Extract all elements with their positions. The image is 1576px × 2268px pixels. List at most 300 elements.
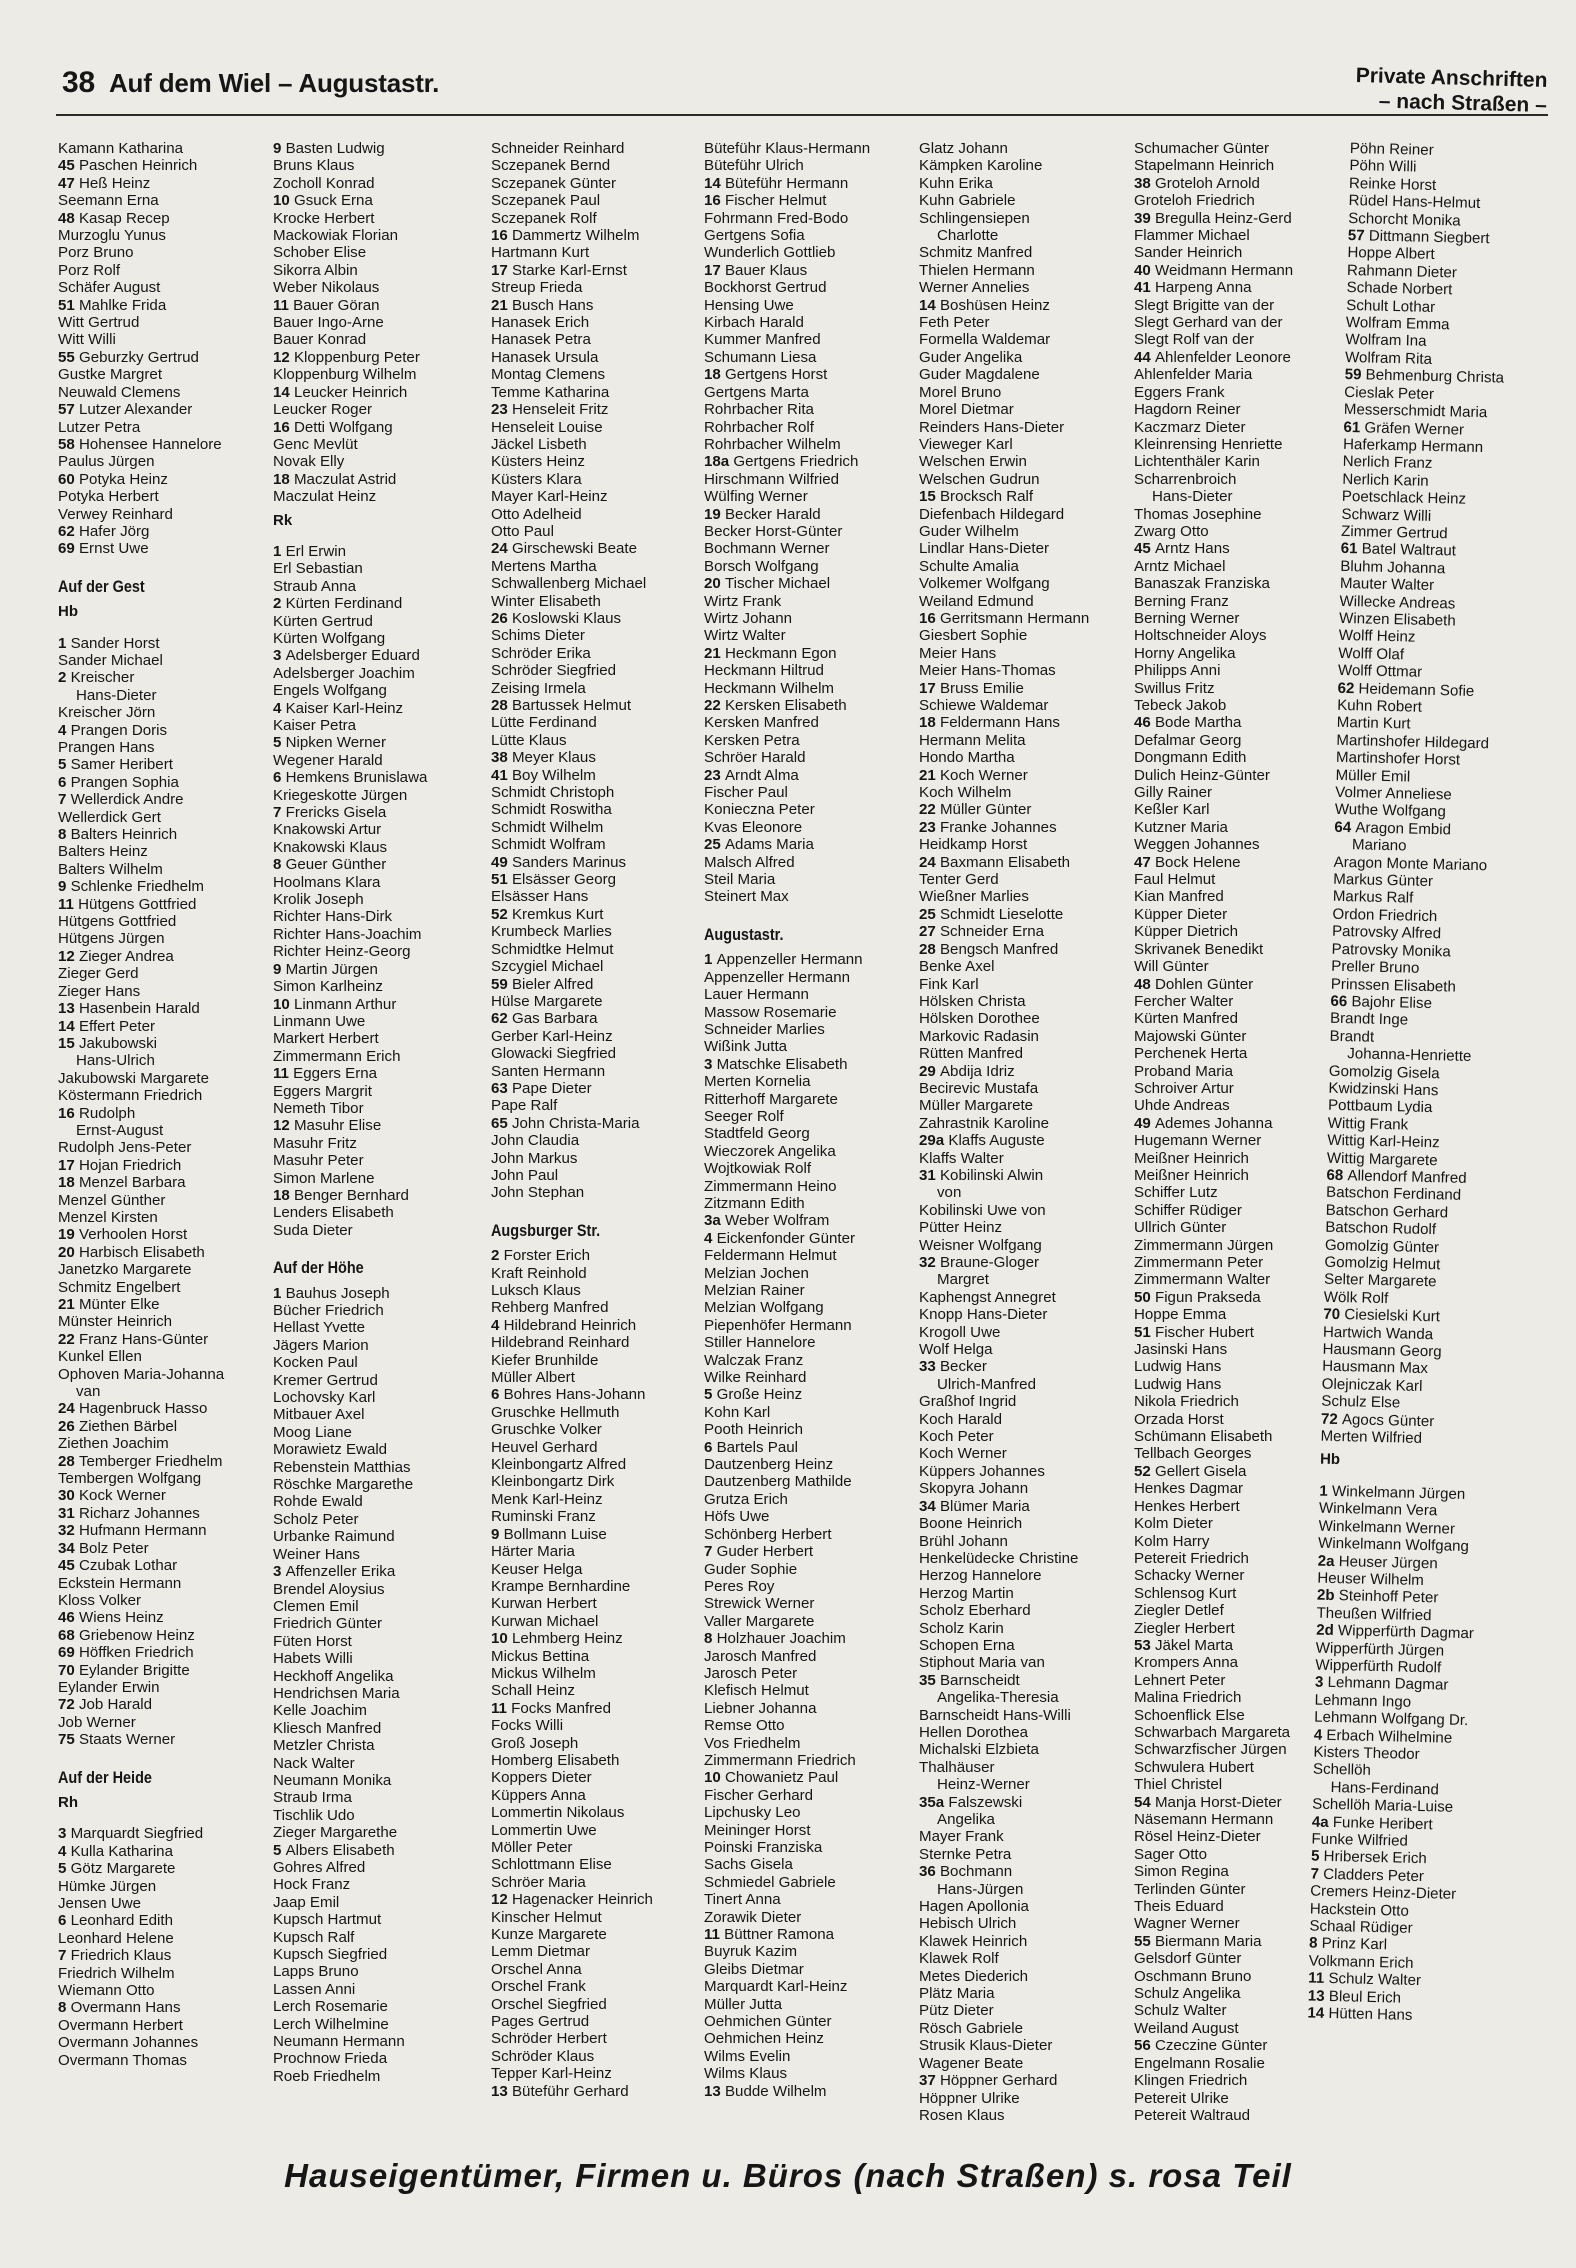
resident-entry: Streup Frieda	[491, 279, 583, 297]
street-heading: Auf der Höhe	[273, 1258, 364, 1278]
resident-entry: Barnscheidt Hans-Willi	[919, 1706, 1071, 1724]
house-number: 17	[491, 261, 512, 279]
house-number: 28	[491, 697, 512, 714]
resident-entry: Maczulat Heinz	[273, 488, 377, 506]
resident-entry: Kobilinski Uwe von	[919, 1201, 1046, 1219]
resident-entry: Zieger Hans	[58, 982, 141, 1000]
resident-entry: Steil Maria	[704, 871, 776, 889]
resident-entry: 2b Steinhoff Peter	[1316, 1586, 1439, 1607]
house-number: 38	[491, 749, 512, 767]
resident-entry: Wolfram Ina	[1345, 331, 1427, 351]
house-number: 14	[919, 296, 940, 314]
resident-entry: Füten Horst	[273, 1632, 352, 1650]
resident-entry: Faul Helmut	[1134, 871, 1216, 889]
resident-entry: 52 Gellert Gisela	[1134, 1462, 1247, 1480]
resident-entry: 18 Benger Bernhard	[273, 1186, 409, 1204]
resident-entry: Wagner Werner	[1134, 1915, 1240, 1933]
resident-entry: Steinert Max	[704, 888, 789, 906]
resident-entry: Messerschmidt Maria	[1343, 401, 1488, 422]
house-number: 1	[704, 951, 717, 969]
resident-entry: Mitbauer Axel	[273, 1406, 365, 1424]
resident-entry: Koch Wilhelm	[919, 784, 1012, 802]
resident-entry: Knakowski Artur	[273, 821, 382, 839]
resident-entry: Zimmermann Erich	[273, 1047, 401, 1065]
resident-entry: Gustke Margret	[58, 366, 163, 384]
resident-entry: Overmann Johannes	[58, 2034, 199, 2052]
resident-entry: Hümke Jürgen	[58, 1877, 157, 1895]
resident-entry: 60 Potyka Heinz	[58, 470, 168, 488]
resident-entry: Rohrbacher Wilhelm	[704, 435, 841, 453]
house-number: 6	[273, 769, 286, 787]
resident-entry: 11 Focks Manfred	[491, 1699, 611, 1717]
house-number: 4a	[1311, 1813, 1334, 1831]
resident-entry: Zieger Margarethe	[273, 1824, 398, 1842]
resident-entry: Kuhn Robert	[1336, 696, 1423, 716]
resident-entry: Jaap Emil	[273, 1893, 340, 1911]
house-number: 5	[1310, 1847, 1324, 1866]
resident-entry: Kurwan Michael	[491, 1612, 599, 1630]
resident-entry: Pottbaum Lydia	[1327, 1097, 1433, 1117]
resident-entry: 46 Bode Martha	[1134, 714, 1242, 732]
resident-entry: Temme Katharina	[491, 383, 610, 401]
resident-entry: Schwallenberg Michael	[491, 575, 647, 593]
resident-entry: Kohn Karl	[704, 1403, 771, 1421]
resident-entry: Kuhn Gabriele	[919, 192, 1016, 210]
resident-entry: Angelika-Theresia	[937, 1689, 1059, 1707]
resident-entry: 5 Nipken Werner	[273, 734, 386, 752]
resident-entry: 47 Bock Helene	[1134, 853, 1241, 871]
house-number: 21	[58, 1296, 79, 1313]
resident-entry: Wipperfürth Rudolf	[1315, 1656, 1442, 1677]
resident-entry: Wirtz Walter	[704, 627, 786, 645]
resident-entry: Lenders Elisabeth	[273, 1204, 394, 1222]
resident-entry: Reinke Horst	[1348, 174, 1437, 194]
resident-entry: Zimmermann Friedrich	[704, 1751, 856, 1769]
resident-entry: Perchenek Herta	[1134, 1045, 1248, 1063]
resident-entry: 61 Batel Waltraut	[1340, 540, 1457, 560]
resident-entry: Piepenhöfer Hermann	[704, 1316, 852, 1334]
resident-entry: 4 Kulla Katharina	[58, 1842, 173, 1860]
house-number: 70	[1323, 1305, 1345, 1324]
resident-entry: Urbanke Raimund	[273, 1528, 395, 1546]
resident-entry: 49 Ademes Johanna	[1134, 1114, 1273, 1132]
resident-entry: Schims Dieter	[491, 627, 585, 645]
resident-entry: Olejniczak Karl	[1321, 1375, 1423, 1395]
house-number: 17	[919, 679, 940, 697]
resident-entry: 21 Busch Hans	[491, 296, 594, 314]
resident-entry: 6 Bohres Hans-Johann	[491, 1386, 646, 1404]
resident-entry: Leonhard Helene	[58, 1929, 174, 1947]
resident-entry: Gomolzig Günter	[1324, 1236, 1440, 1256]
resident-entry: 8 Overmann Hans	[58, 1999, 181, 2017]
resident-entry: Lehmann Ingo	[1314, 1691, 1412, 1711]
resident-entry: Moog Liane	[273, 1423, 352, 1441]
resident-entry: 47 Heß Heinz	[58, 174, 151, 192]
house-number: 7	[704, 1543, 717, 1561]
house-number: 22	[919, 801, 940, 819]
house-number: 24	[58, 1400, 79, 1418]
resident-entry: 39 Bregulla Heinz-Gerd	[1134, 209, 1292, 227]
resident-entry: Küsters Klara	[491, 470, 582, 488]
resident-entry: 13 Hasenbein Harald	[58, 1000, 200, 1018]
resident-entry: Philipps Anni	[1134, 662, 1221, 680]
resident-entry: 36 Bochmann	[919, 1863, 1013, 1881]
house-number: 63	[491, 1079, 512, 1097]
resident-entry: 41 Boy Wilhelm	[491, 766, 596, 784]
resident-entry: Menzel Günther	[58, 1191, 166, 1209]
resident-entry: Kunze Margarete	[491, 1926, 607, 1944]
resident-entry: Kriegeskotte Jürgen	[273, 786, 408, 804]
resident-entry: Heckmann Wilhelm	[704, 679, 835, 697]
resident-entry: 14 Effert Peter	[58, 1017, 156, 1035]
page-header	[62, 66, 439, 100]
resident-entry: Horny Angelika	[1134, 644, 1236, 662]
resident-entry: 15 Brocksch Ralf	[919, 488, 1034, 506]
resident-entry: Poetschlack Heinz	[1341, 488, 1467, 508]
house-number: 26	[491, 609, 512, 627]
resident-entry: 6 Bartels Paul	[704, 1438, 798, 1456]
resident-entry: 68 Allendorf Manfred	[1326, 1166, 1467, 1187]
resident-entry: Eylander Erwin	[58, 1678, 160, 1696]
resident-entry: Richter Hans-Joachim	[273, 925, 422, 943]
house-number: 64	[1334, 818, 1356, 837]
resident-entry: 52 Kremkus Kurt	[491, 905, 604, 923]
house-number: 65	[491, 1114, 512, 1132]
resident-entry: 55 Biermann Maria	[1134, 1932, 1262, 1950]
resident-entry: Hans-Ulrich	[76, 1052, 155, 1070]
resident-entry: Höppner Ulrike	[919, 2089, 1020, 2107]
resident-entry: Proband Maria	[1134, 1062, 1234, 1080]
house-number: 22	[58, 1330, 79, 1348]
resident-entry: 20 Harbisch Elisabeth	[58, 1243, 205, 1261]
directory-column-5	[919, 140, 1134, 2140]
resident-entry: Hildebrand Reinhard	[491, 1334, 630, 1352]
resident-entry: 9 Schlenke Friedhelm	[58, 878, 204, 896]
house-number: 48	[1134, 975, 1155, 993]
resident-entry: Hugemann Werner	[1134, 1132, 1262, 1150]
resident-entry: Jarosch Manfred	[704, 1647, 817, 1665]
house-number: 34	[58, 1539, 79, 1557]
resident-entry: 4 Erbach Wilhelmine	[1313, 1726, 1453, 1747]
house-number: 23	[919, 818, 940, 836]
house-number: 33	[919, 1358, 940, 1376]
section-subtitle: – nach Straßen –	[1378, 89, 1548, 117]
house-number: 1	[273, 542, 286, 560]
house-number: 55	[58, 348, 79, 366]
house-number: 23	[704, 766, 725, 784]
house-number: 5	[273, 1841, 286, 1859]
resident-entry: Batschon Rudolf	[1325, 1218, 1437, 1239]
resident-entry: 6 Prangen Sophia	[58, 773, 179, 791]
resident-entry: Fink Karl	[919, 975, 979, 993]
resident-entry: Meier Hans	[919, 644, 997, 662]
resident-entry: Glowacki Siegfried	[491, 1045, 616, 1063]
resident-entry: 34 Blümer Maria	[919, 1497, 1030, 1515]
resident-entry: Hanasek Petra	[491, 331, 591, 349]
resident-entry: Hartmann Kurt	[491, 244, 590, 262]
resident-entry: Kvas Eleonore	[704, 818, 803, 836]
house-number: 3a	[704, 1212, 725, 1230]
resident-entry: 4 Hildebrand Heinrich	[491, 1316, 637, 1334]
resident-entry: Sander Michael	[58, 651, 163, 669]
resident-entry: Bruns Klaus	[273, 157, 355, 175]
resident-entry: Brühl Johann	[919, 1532, 1008, 1550]
resident-entry: Guder Wilhelm	[919, 522, 1019, 540]
resident-entry: Zimmermann Heino	[704, 1177, 837, 1195]
resident-entry: Gomolzig Helmut	[1324, 1253, 1441, 1274]
house-number: 7	[273, 804, 286, 822]
resident-entry: Adelsberger Joachim	[273, 664, 415, 682]
resident-entry: Bauer Ingo-Arne	[273, 314, 384, 332]
resident-entry: Vieweger Karl	[919, 435, 1013, 453]
resident-entry: 2 Kürten Ferdinand	[273, 595, 403, 613]
house-number: 2d	[1315, 1621, 1339, 1640]
resident-entry: Nerlich Franz	[1342, 453, 1433, 473]
house-number: 7	[1310, 1865, 1324, 1883]
house-number: 4	[273, 699, 286, 717]
resident-entry: 16 Fischer Helmut	[704, 192, 827, 210]
resident-entry: 48 Dohlen Günter	[1134, 975, 1254, 993]
resident-entry: Hellen Dorothea	[919, 1723, 1029, 1741]
resident-entry: 24 Girschewski Beate	[491, 540, 637, 558]
resident-entry: Eggers Margrit	[273, 1082, 372, 1100]
resident-entry: Kürten Manfred	[1134, 1010, 1239, 1028]
resident-entry: Slegt Brigitte van der	[1134, 296, 1275, 314]
resident-entry: Haferkamp Hermann	[1342, 435, 1484, 457]
resident-entry: Kloss Volker	[58, 1591, 142, 1609]
house-number: 47	[1134, 853, 1155, 871]
resident-entry: 28 Bartussek Helmut	[491, 697, 632, 714]
house-number: 58	[58, 435, 79, 453]
resident-entry: Kürten Wolfgang	[273, 629, 386, 647]
resident-entry: John Stephan	[491, 1184, 585, 1202]
resident-entry: Nerlich Karin	[1342, 470, 1429, 490]
resident-entry: Will Günter	[1134, 958, 1209, 976]
resident-entry: 11 Bauer Göran	[273, 296, 380, 314]
district-code: Rk	[273, 511, 293, 529]
resident-entry: Henkes Dagmar	[1134, 1480, 1244, 1498]
resident-entry: Witt Willi	[58, 331, 116, 349]
house-number: 60	[58, 470, 79, 488]
resident-entry: Schmitz Manfred	[919, 244, 1033, 262]
resident-entry: 9 Basten Ludwig	[273, 140, 385, 157]
resident-entry: 23 Franke Johannes	[919, 818, 1057, 836]
resident-entry: 45 Czubak Lothar	[58, 1557, 178, 1575]
resident-entry: Heuser Wilhelm	[1317, 1569, 1425, 1589]
resident-entry: Sander Heinrich	[1134, 244, 1243, 262]
resident-entry: Ordon Friedrich	[1332, 905, 1438, 926]
resident-entry: Malina Friedrich	[1134, 1689, 1242, 1707]
resident-entry: 44 Ahlenfelder Leonore	[1134, 348, 1291, 366]
resident-entry: Schult Lothar	[1346, 296, 1436, 316]
house-number: 7	[58, 791, 71, 809]
resident-entry: Masuhr Peter	[273, 1152, 364, 1170]
resident-entry: Menk Karl-Heinz	[491, 1490, 603, 1508]
resident-entry: 12 Masuhr Elise	[273, 1117, 382, 1135]
resident-entry: 11 Eggers Erna	[273, 1065, 378, 1083]
resident-entry: Simon Regina	[1134, 1863, 1229, 1881]
resident-entry: Werner Annelies	[919, 279, 1030, 297]
house-number: 6	[58, 773, 71, 791]
resident-entry: Mickus Bettina	[491, 1647, 590, 1665]
header-rule	[56, 114, 1548, 116]
house-number: 5	[58, 1860, 71, 1878]
resident-entry: Buyruk Kazim	[704, 1943, 798, 1961]
house-number: 23	[491, 401, 512, 419]
resident-entry: 2a Heuser Jürgen	[1317, 1552, 1438, 1572]
resident-entry: Schmidt Roswitha	[491, 801, 612, 819]
house-number: 16	[273, 418, 294, 436]
house-number: 46	[58, 1609, 79, 1627]
resident-entry: Morel Dietmar	[919, 401, 1014, 419]
resident-entry: Küppers Anna	[491, 1786, 586, 1804]
house-number: 6	[58, 1912, 71, 1930]
house-number: 41	[491, 766, 512, 784]
resident-entry: Patrovsky Alfred	[1331, 923, 1442, 943]
resident-entry: Berning Franz	[1134, 592, 1229, 610]
resident-entry: Wolff Olaf	[1338, 644, 1405, 664]
resident-entry: 3 Matschke Elisabeth	[704, 1055, 848, 1073]
section-header	[1355, 63, 1548, 118]
house-number: 59	[491, 975, 512, 993]
resident-entry: Schulz Angelika	[1134, 1985, 1241, 2003]
resident-entry: Giesbert Sophie	[919, 627, 1028, 645]
resident-entry: Dulich Heinz-Günter	[1134, 766, 1270, 784]
resident-entry: 17 Starke Karl-Ernst	[491, 261, 627, 279]
resident-entry: Kupsch Ralf	[273, 1928, 355, 1946]
street-heading: Auf der Heide	[58, 1767, 152, 1787]
resident-entry: 55 Geburzky Gertrud	[58, 348, 199, 366]
house-number: 9	[273, 140, 286, 157]
house-number: 9	[273, 960, 286, 978]
resident-entry: 40 Weidmann Hermann	[1134, 261, 1294, 279]
house-number: 12	[491, 1891, 512, 1909]
resident-entry: Skrivanek Benedikt	[1134, 940, 1264, 958]
house-number: 62	[1337, 679, 1359, 697]
resident-entry: 28 Bengsch Manfred	[919, 940, 1059, 958]
resident-entry: 14 Büteführ Hermann	[704, 174, 849, 192]
street-heading: Auf der Gest	[58, 576, 145, 596]
resident-entry: Rohde Ewald	[273, 1493, 363, 1511]
house-number: 19	[58, 1226, 79, 1244]
resident-entry: Strewick Werner	[704, 1595, 815, 1613]
resident-entry: Schaal Rüdiger	[1309, 1917, 1413, 1937]
resident-entry: 54 Manja Horst-Dieter	[1134, 1793, 1282, 1811]
resident-entry: Hebisch Ulrich	[919, 1915, 1017, 1933]
resident-entry: Ulrich-Manfred	[937, 1375, 1036, 1393]
resident-entry: Kummer Manfred	[704, 331, 821, 349]
resident-entry: Meißner Heinrich	[1134, 1166, 1249, 1184]
house-number: 4	[704, 1229, 717, 1247]
resident-entry: 62 Gas Barbara	[491, 1010, 598, 1028]
house-number: 2	[273, 595, 286, 613]
resident-entry: 69 Ernst Uwe	[58, 540, 149, 558]
resident-entry: 16 Rudolph	[58, 1104, 136, 1122]
resident-entry: Hans-Jürgen	[937, 1880, 1024, 1898]
resident-entry: Sczepanek Bernd	[491, 157, 611, 175]
resident-entry: 1 Appenzeller Hermann	[704, 951, 863, 969]
resident-entry: 46 Wiens Heinz	[58, 1609, 164, 1627]
house-number: 40	[1134, 261, 1155, 279]
resident-entry: Dautzenberg Mathilde	[704, 1473, 852, 1491]
house-number: 8	[1308, 1934, 1322, 1953]
resident-entry: Schmidtke Helmut	[491, 940, 614, 958]
resident-entry: Banaszak Franziska	[1134, 575, 1270, 593]
house-number: 59	[1344, 366, 1366, 384]
resident-entry: Straub Irma	[273, 1789, 352, 1807]
resident-entry: Wegener Harald	[273, 751, 383, 769]
resident-entry: 33 Becker	[919, 1358, 987, 1376]
resident-entry: Lerch Wilhelmine	[273, 2015, 389, 2033]
resident-entry: Otto Paul	[491, 522, 554, 540]
resident-entry: Stiller Hannelore	[704, 1334, 816, 1352]
resident-entry: Diefenbach Hildegard	[919, 505, 1065, 523]
street-heading: Augustastr.	[704, 924, 784, 944]
resident-entry: 26 Koslowski Klaus	[491, 609, 622, 627]
resident-entry: Orzada Horst	[1134, 1410, 1224, 1428]
resident-entry: 59 Bieler Alfred	[491, 975, 594, 993]
resident-entry: Poinski Franziska	[704, 1839, 823, 1856]
resident-entry: 8 Prinz Karl	[1308, 1934, 1388, 1954]
resident-entry: 7 Wellerdick Andre	[58, 791, 184, 809]
resident-entry: 11 Büttner Ramona	[704, 1926, 835, 1944]
house-number: 41	[1134, 279, 1155, 297]
resident-entry: Orschel Frank	[491, 1978, 586, 1996]
resident-entry: Kirbach Harald	[704, 314, 804, 332]
resident-entry: 2d Wipperfürth Dagmar	[1315, 1621, 1475, 1643]
resident-entry: Küsters Heinz	[491, 453, 585, 471]
house-number: 36	[919, 1863, 940, 1881]
resident-entry: Schmitz Engelbert	[58, 1278, 181, 1296]
resident-entry: Flammer Michael	[1134, 227, 1250, 245]
house-number: 15	[919, 488, 940, 506]
resident-entry: Tischlik Udo	[273, 1806, 355, 1824]
resident-entry: Gleibs Dietmar	[704, 1960, 804, 1978]
resident-entry: Schröder Herbert	[491, 2030, 607, 2048]
house-number: 8	[58, 826, 71, 844]
resident-entry: Straub Anna	[273, 577, 357, 595]
resident-entry: Thalhäuser	[919, 1758, 995, 1776]
resident-entry: 45 Paschen Heinrich	[58, 157, 198, 175]
resident-entry: Hendrichsen Maria	[273, 1684, 400, 1702]
house-number: 53	[1134, 1636, 1155, 1654]
resident-entry: Friedrich Günter	[273, 1615, 383, 1633]
house-number: 3	[273, 1563, 286, 1581]
resident-entry: 21 Münter Elke	[58, 1296, 160, 1313]
resident-entry: Rudolph Jens-Peter	[58, 1139, 192, 1157]
resident-entry: Kolm Dieter	[1134, 1515, 1213, 1533]
house-number: 16	[704, 192, 725, 210]
resident-entry: Rohrbacher Rolf	[704, 418, 814, 436]
resident-entry: Funke Wilfried	[1311, 1830, 1409, 1850]
house-number: 18	[273, 470, 294, 488]
resident-entry: 12 Zieger Andrea	[58, 947, 174, 965]
resident-entry: 8 Balters Heinrich	[58, 826, 178, 844]
street-heading: Augsburger Str.	[491, 1220, 601, 1240]
house-number: 6	[491, 1386, 504, 1404]
resident-entry: Richter Heinz-Georg	[273, 943, 411, 961]
resident-entry: Kwidzinski Hans	[1328, 1079, 1439, 1100]
resident-entry: Hoppe Emma	[1134, 1306, 1227, 1324]
resident-entry: Mertens Martha	[491, 557, 597, 575]
resident-entry: 70 Eylander Brigitte	[58, 1661, 190, 1679]
resident-entry: Schlensog Kurt	[1134, 1584, 1237, 1602]
resident-entry: Ziegler Herbert	[1134, 1619, 1235, 1637]
resident-entry: Krogoll Uwe	[919, 1323, 1001, 1341]
resident-entry: Verwey Reinhard	[58, 505, 173, 523]
resident-entry: 35a Falszewski	[919, 1793, 1023, 1811]
resident-entry: 27 Schneider Erna	[919, 923, 1045, 941]
